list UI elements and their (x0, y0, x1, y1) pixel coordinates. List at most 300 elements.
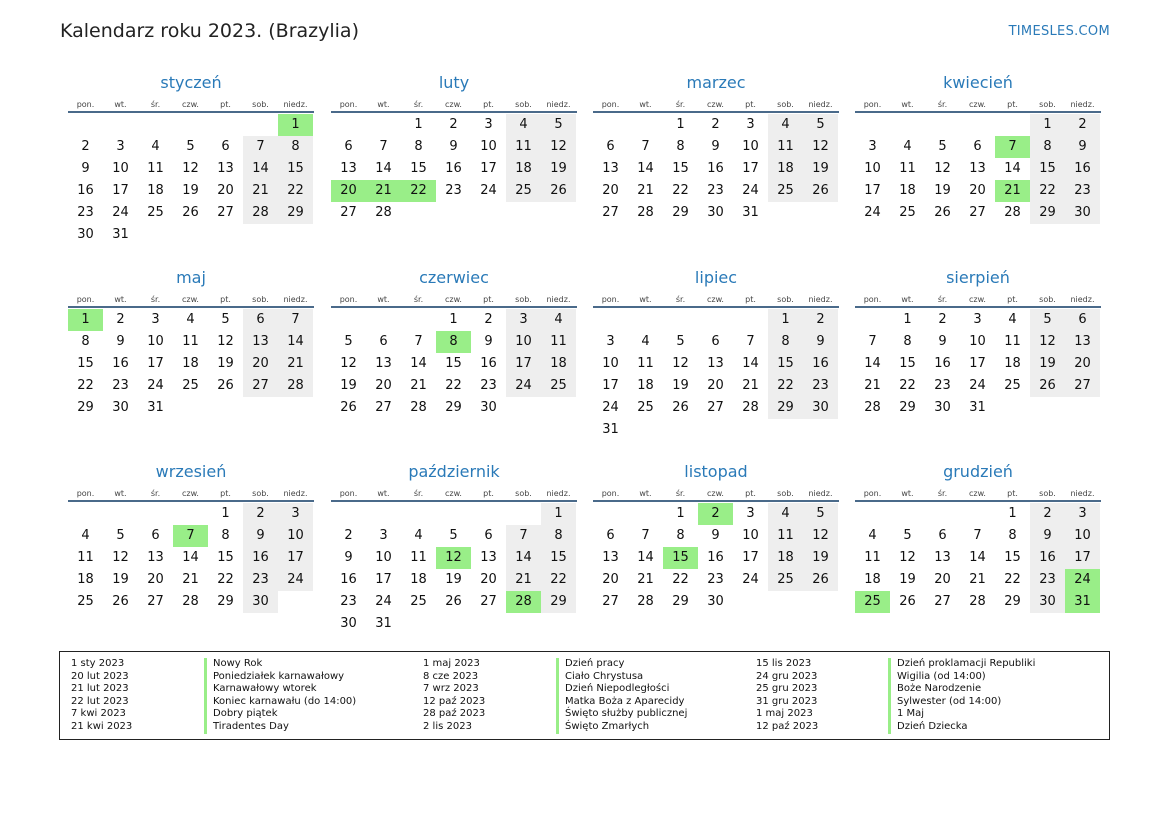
day-cell[interactable]: 23 (112, 378, 129, 393)
day-cell[interactable]: 21 (278, 353, 313, 375)
day-cell[interactable]: 8 (903, 334, 912, 349)
day-cell[interactable]: 9 (81, 161, 90, 176)
day-cell[interactable]: 31 (602, 422, 619, 437)
day-cell[interactable]: 15 (445, 356, 462, 371)
day-cell[interactable]: 16 (77, 183, 94, 198)
day-cell[interactable]: 27 (934, 594, 951, 609)
day-cell[interactable]: 13 (707, 356, 724, 371)
day-cell[interactable]: 4 (186, 312, 195, 327)
day-cell[interactable]: 20 (375, 378, 392, 393)
day-cell[interactable]: 9 (243, 525, 278, 547)
day-cell[interactable]: 14 (637, 550, 654, 565)
day-cell[interactable]: 3 (606, 334, 615, 349)
day-cell[interactable]: 3 (116, 139, 125, 154)
day-cell[interactable]: 12 (672, 356, 689, 371)
day-cell[interactable]: 22 (1030, 180, 1065, 202)
day-cell[interactable]: 21 (410, 378, 427, 393)
day-cell[interactable]: 4 (506, 114, 541, 136)
day-cell[interactable]: 23 (445, 183, 462, 198)
day-cell[interactable]: 12 (899, 550, 916, 565)
day-cell[interactable]: 19 (803, 158, 838, 180)
day-cell[interactable]: 12 (803, 525, 838, 547)
day-cell[interactable]: 27 (602, 594, 619, 609)
day-cell[interactable]: 24 (506, 375, 541, 397)
day-cell[interactable]: 2 (711, 117, 720, 132)
day-cell[interactable]: 26 (803, 569, 838, 591)
day-cell[interactable]: 30 (112, 400, 129, 415)
day-cell[interactable]: 25 (768, 180, 803, 202)
day-cell[interactable]: 30 (480, 400, 497, 415)
day-cell[interactable]: 17 (147, 356, 164, 371)
holiday-day-cell[interactable]: 8 (436, 331, 471, 353)
day-cell[interactable]: 24 (278, 569, 313, 591)
day-cell[interactable]: 29 (1004, 594, 1021, 609)
day-cell[interactable]: 3 (868, 139, 877, 154)
day-cell[interactable]: 19 (672, 378, 689, 393)
day-cell[interactable]: 31 (112, 227, 129, 242)
day-cell[interactable]: 7 (243, 136, 278, 158)
day-cell[interactable]: 18 (768, 158, 803, 180)
day-cell[interactable]: 28 (410, 400, 427, 415)
day-cell[interactable]: 13 (969, 161, 986, 176)
day-cell[interactable]: 1 (221, 506, 230, 521)
day-cell[interactable]: 28 (375, 205, 392, 220)
day-cell[interactable]: 2 (81, 139, 90, 154)
day-cell[interactable]: 16 (707, 550, 724, 565)
day-cell[interactable]: 16 (445, 161, 462, 176)
day-cell[interactable]: 23 (77, 205, 94, 220)
day-cell[interactable]: 16 (1030, 547, 1065, 569)
day-cell[interactable]: 10 (506, 331, 541, 353)
day-cell[interactable]: 15 (217, 550, 234, 565)
day-cell[interactable]: 3 (973, 312, 982, 327)
day-cell[interactable]: 10 (742, 528, 759, 543)
day-cell[interactable]: 23 (707, 572, 724, 587)
day-cell[interactable]: 9 (449, 139, 458, 154)
day-cell[interactable]: 22 (541, 569, 576, 591)
day-cell[interactable]: 3 (484, 117, 493, 132)
day-cell[interactable]: 20 (602, 572, 619, 587)
day-cell[interactable]: 20 (602, 183, 619, 198)
day-cell[interactable]: 25 (541, 375, 576, 397)
day-cell[interactable]: 1 (768, 309, 803, 331)
day-cell[interactable]: 10 (147, 334, 164, 349)
day-cell[interactable]: 7 (746, 334, 755, 349)
day-cell[interactable]: 22 (278, 180, 313, 202)
holiday-day-cell[interactable]: 2 (698, 503, 733, 525)
day-cell[interactable]: 6 (344, 139, 353, 154)
day-cell[interactable]: 3 (278, 503, 313, 525)
day-cell[interactable]: 25 (1004, 378, 1021, 393)
day-cell[interactable]: 11 (147, 161, 164, 176)
day-cell[interactable]: 5 (221, 312, 230, 327)
day-cell[interactable]: 25 (147, 205, 164, 220)
day-cell[interactable]: 5 (803, 503, 838, 525)
day-cell[interactable]: 26 (182, 205, 199, 220)
day-cell[interactable]: 30 (1030, 591, 1065, 613)
day-cell[interactable]: 26 (1030, 375, 1065, 397)
day-cell[interactable]: 15 (1004, 550, 1021, 565)
day-cell[interactable]: 6 (711, 334, 720, 349)
day-cell[interactable]: 8 (1030, 136, 1065, 158)
day-cell[interactable]: 28 (1004, 205, 1021, 220)
day-cell[interactable]: 22 (899, 378, 916, 393)
day-cell[interactable]: 20 (480, 572, 497, 587)
day-cell[interactable]: 24 (864, 205, 881, 220)
day-cell[interactable]: 4 (414, 528, 423, 543)
day-cell[interactable]: 3 (379, 528, 388, 543)
day-cell[interactable]: 3 (746, 506, 755, 521)
day-cell[interactable]: 30 (803, 397, 838, 419)
day-cell[interactable]: 10 (602, 356, 619, 371)
day-cell[interactable]: 8 (541, 525, 576, 547)
holiday-day-cell[interactable]: 20 (331, 180, 366, 202)
day-cell[interactable]: 12 (340, 356, 357, 371)
day-cell[interactable]: 24 (602, 400, 619, 415)
day-cell[interactable]: 5 (344, 334, 353, 349)
day-cell[interactable]: 17 (742, 161, 759, 176)
day-cell[interactable]: 23 (1065, 180, 1100, 202)
day-cell[interactable]: 11 (864, 550, 881, 565)
day-cell[interactable]: 11 (182, 334, 199, 349)
day-cell[interactable]: 7 (973, 528, 982, 543)
day-cell[interactable]: 8 (676, 139, 685, 154)
day-cell[interactable]: 21 (637, 183, 654, 198)
day-cell[interactable]: 7 (379, 139, 388, 154)
holiday-day-cell[interactable]: 12 (436, 547, 471, 569)
holiday-day-cell[interactable]: 25 (855, 591, 890, 613)
day-cell[interactable]: 1 (1030, 114, 1065, 136)
day-cell[interactable]: 17 (969, 356, 986, 371)
day-cell[interactable]: 2 (1030, 503, 1065, 525)
day-cell[interactable]: 18 (410, 572, 427, 587)
day-cell[interactable]: 15 (410, 161, 427, 176)
day-cell[interactable]: 18 (541, 353, 576, 375)
day-cell[interactable]: 28 (637, 205, 654, 220)
day-cell[interactable]: 14 (637, 161, 654, 176)
day-cell[interactable]: 9 (484, 334, 493, 349)
day-cell[interactable]: 25 (506, 180, 541, 202)
day-cell[interactable]: 14 (1004, 161, 1021, 176)
day-cell[interactable]: 18 (864, 572, 881, 587)
day-cell[interactable]: 25 (899, 205, 916, 220)
day-cell[interactable]: 27 (602, 205, 619, 220)
day-cell[interactable]: 8 (1008, 528, 1017, 543)
day-cell[interactable]: 11 (768, 136, 803, 158)
day-cell[interactable]: 21 (864, 378, 881, 393)
day-cell[interactable]: 26 (217, 378, 234, 393)
day-cell[interactable]: 20 (243, 353, 278, 375)
day-cell[interactable]: 6 (938, 528, 947, 543)
day-cell[interactable]: 10 (969, 334, 986, 349)
day-cell[interactable]: 11 (1004, 334, 1021, 349)
day-cell[interactable]: 1 (414, 117, 423, 132)
day-cell[interactable]: 12 (217, 334, 234, 349)
day-cell[interactable]: 10 (742, 139, 759, 154)
day-cell[interactable]: 28 (243, 202, 278, 224)
day-cell[interactable]: 13 (375, 356, 392, 371)
day-cell[interactable]: 29 (278, 202, 313, 224)
day-cell[interactable]: 21 (742, 378, 759, 393)
day-cell[interactable]: 30 (243, 591, 278, 613)
day-cell[interactable]: 16 (707, 161, 724, 176)
day-cell[interactable]: 26 (112, 594, 129, 609)
day-cell[interactable]: 9 (1030, 525, 1065, 547)
day-cell[interactable]: 26 (934, 205, 951, 220)
day-cell[interactable]: 19 (541, 158, 576, 180)
day-cell[interactable]: 5 (676, 334, 685, 349)
day-cell[interactable]: 28 (637, 594, 654, 609)
holiday-day-cell[interactable]: 15 (663, 547, 698, 569)
day-cell[interactable]: 4 (641, 334, 650, 349)
day-cell[interactable]: 8 (676, 528, 685, 543)
day-cell[interactable]: 4 (151, 139, 160, 154)
day-cell[interactable]: 21 (969, 572, 986, 587)
day-cell[interactable]: 5 (186, 139, 195, 154)
day-cell[interactable]: 17 (742, 550, 759, 565)
day-cell[interactable]: 10 (375, 550, 392, 565)
day-cell[interactable]: 13 (934, 550, 951, 565)
day-cell[interactable]: 18 (768, 547, 803, 569)
day-cell[interactable]: 26 (340, 400, 357, 415)
day-cell[interactable]: 5 (1030, 309, 1065, 331)
day-cell[interactable]: 25 (410, 594, 427, 609)
day-cell[interactable]: 14 (243, 158, 278, 180)
day-cell[interactable]: 17 (480, 161, 497, 176)
day-cell[interactable]: 4 (81, 528, 90, 543)
brand-logo[interactable]: TIMESLES.COM (1008, 24, 1110, 39)
day-cell[interactable]: 30 (1065, 202, 1100, 224)
day-cell[interactable]: 21 (506, 569, 541, 591)
day-cell[interactable]: 29 (672, 205, 689, 220)
day-cell[interactable]: 28 (278, 375, 313, 397)
holiday-day-cell[interactable]: 24 (1065, 569, 1100, 591)
day-cell[interactable]: 11 (541, 331, 576, 353)
day-cell[interactable]: 17 (506, 353, 541, 375)
day-cell[interactable]: 9 (938, 334, 947, 349)
day-cell[interactable]: 6 (606, 139, 615, 154)
day-cell[interactable]: 10 (278, 525, 313, 547)
day-cell[interactable]: 23 (1030, 569, 1065, 591)
day-cell[interactable]: 7 (506, 525, 541, 547)
day-cell[interactable]: 29 (445, 400, 462, 415)
day-cell[interactable]: 12 (541, 136, 576, 158)
day-cell[interactable]: 14 (410, 356, 427, 371)
day-cell[interactable]: 9 (116, 334, 125, 349)
day-cell[interactable]: 6 (151, 528, 160, 543)
day-cell[interactable]: 28 (182, 594, 199, 609)
day-cell[interactable]: 1 (449, 312, 458, 327)
day-cell[interactable]: 24 (742, 572, 759, 587)
day-cell[interactable]: 2 (449, 117, 458, 132)
day-cell[interactable]: 28 (969, 594, 986, 609)
day-cell[interactable]: 20 (707, 378, 724, 393)
day-cell[interactable]: 2 (484, 312, 493, 327)
day-cell[interactable]: 27 (707, 400, 724, 415)
day-cell[interactable]: 19 (899, 572, 916, 587)
day-cell[interactable]: 2 (344, 528, 353, 543)
day-cell[interactable]: 27 (217, 205, 234, 220)
day-cell[interactable]: 25 (182, 378, 199, 393)
day-cell[interactable]: 24 (375, 594, 392, 609)
day-cell[interactable]: 2 (1065, 114, 1100, 136)
day-cell[interactable]: 15 (672, 161, 689, 176)
day-cell[interactable]: 23 (243, 569, 278, 591)
day-cell[interactable]: 11 (637, 356, 654, 371)
day-cell[interactable]: 27 (340, 205, 357, 220)
day-cell[interactable]: 25 (637, 400, 654, 415)
day-cell[interactable]: 27 (1065, 375, 1100, 397)
day-cell[interactable]: 26 (899, 594, 916, 609)
day-cell[interactable]: 30 (77, 227, 94, 242)
day-cell[interactable]: 25 (768, 569, 803, 591)
day-cell[interactable]: 10 (480, 139, 497, 154)
day-cell[interactable]: 14 (506, 547, 541, 569)
day-cell[interactable]: 2 (938, 312, 947, 327)
day-cell[interactable]: 12 (934, 161, 951, 176)
day-cell[interactable]: 15 (768, 353, 803, 375)
day-cell[interactable]: 22 (77, 378, 94, 393)
day-cell[interactable]: 21 (182, 572, 199, 587)
day-cell[interactable]: 1 (676, 117, 685, 132)
day-cell[interactable]: 2 (803, 309, 838, 331)
day-cell[interactable]: 15 (1030, 158, 1065, 180)
day-cell[interactable]: 18 (182, 356, 199, 371)
day-cell[interactable]: 22 (445, 378, 462, 393)
day-cell[interactable]: 24 (147, 378, 164, 393)
day-cell[interactable]: 13 (147, 550, 164, 565)
day-cell[interactable]: 9 (344, 550, 353, 565)
day-cell[interactable]: 11 (899, 161, 916, 176)
day-cell[interactable]: 22 (768, 375, 803, 397)
day-cell[interactable]: 19 (934, 183, 951, 198)
day-cell[interactable]: 8 (768, 331, 803, 353)
day-cell[interactable]: 17 (602, 378, 619, 393)
day-cell[interactable]: 18 (637, 378, 654, 393)
holiday-day-cell[interactable]: 7 (995, 136, 1030, 158)
day-cell[interactable]: 4 (768, 114, 803, 136)
day-cell[interactable]: 27 (969, 205, 986, 220)
day-cell[interactable]: 23 (340, 594, 357, 609)
day-cell[interactable]: 2 (243, 503, 278, 525)
day-cell[interactable]: 24 (969, 378, 986, 393)
day-cell[interactable]: 15 (899, 356, 916, 371)
day-cell[interactable]: 31 (375, 616, 392, 631)
day-cell[interactable]: 27 (243, 375, 278, 397)
day-cell[interactable]: 26 (803, 180, 838, 202)
day-cell[interactable]: 6 (243, 309, 278, 331)
day-cell[interactable]: 29 (768, 397, 803, 419)
day-cell[interactable]: 13 (243, 331, 278, 353)
day-cell[interactable]: 17 (864, 183, 881, 198)
day-cell[interactable]: 4 (768, 503, 803, 525)
day-cell[interactable]: 1 (541, 503, 576, 525)
day-cell[interactable]: 23 (707, 183, 724, 198)
day-cell[interactable]: 26 (445, 594, 462, 609)
day-cell[interactable]: 30 (340, 616, 357, 631)
day-cell[interactable]: 18 (1004, 356, 1021, 371)
day-cell[interactable]: 18 (899, 183, 916, 198)
day-cell[interactable]: 20 (147, 572, 164, 587)
day-cell[interactable]: 18 (147, 183, 164, 198)
day-cell[interactable]: 13 (217, 161, 234, 176)
day-cell[interactable]: 7 (868, 334, 877, 349)
day-cell[interactable]: 22 (672, 183, 689, 198)
holiday-day-cell[interactable]: 1 (278, 114, 313, 136)
day-cell[interactable]: 12 (803, 136, 838, 158)
day-cell[interactable]: 1 (1008, 506, 1017, 521)
day-cell[interactable]: 4 (1008, 312, 1017, 327)
day-cell[interactable]: 17 (375, 572, 392, 587)
day-cell[interactable]: 19 (182, 183, 199, 198)
day-cell[interactable]: 3 (1065, 503, 1100, 525)
day-cell[interactable]: 12 (182, 161, 199, 176)
day-cell[interactable]: 16 (934, 356, 951, 371)
day-cell[interactable]: 13 (480, 550, 497, 565)
day-cell[interactable]: 19 (1030, 353, 1065, 375)
day-cell[interactable]: 16 (803, 353, 838, 375)
day-cell[interactable]: 11 (768, 525, 803, 547)
day-cell[interactable]: 13 (340, 161, 357, 176)
day-cell[interactable]: 26 (672, 400, 689, 415)
day-cell[interactable]: 20 (217, 183, 234, 198)
day-cell[interactable]: 18 (77, 572, 94, 587)
day-cell[interactable]: 1 (903, 312, 912, 327)
day-cell[interactable]: 30 (707, 594, 724, 609)
day-cell[interactable]: 29 (899, 400, 916, 415)
day-cell[interactable]: 27 (375, 400, 392, 415)
day-cell[interactable]: 9 (1065, 136, 1100, 158)
day-cell[interactable]: 18 (506, 158, 541, 180)
day-cell[interactable]: 14 (278, 331, 313, 353)
day-cell[interactable]: 14 (864, 356, 881, 371)
day-cell[interactable]: 16 (340, 572, 357, 587)
day-cell[interactable]: 14 (742, 356, 759, 371)
day-cell[interactable]: 26 (541, 180, 576, 202)
day-cell[interactable]: 16 (1065, 158, 1100, 180)
day-cell[interactable]: 7 (641, 528, 650, 543)
day-cell[interactable]: 15 (278, 158, 313, 180)
day-cell[interactable]: 16 (480, 356, 497, 371)
day-cell[interactable]: 3 (506, 309, 541, 331)
day-cell[interactable]: 5 (938, 139, 947, 154)
holiday-day-cell[interactable]: 1 (68, 309, 103, 331)
day-cell[interactable]: 17 (112, 183, 129, 198)
day-cell[interactable]: 21 (637, 572, 654, 587)
day-cell[interactable]: 15 (541, 547, 576, 569)
day-cell[interactable]: 24 (112, 205, 129, 220)
day-cell[interactable]: 10 (864, 161, 881, 176)
day-cell[interactable]: 13 (602, 550, 619, 565)
day-cell[interactable]: 7 (278, 309, 313, 331)
day-cell[interactable]: 24 (480, 183, 497, 198)
day-cell[interactable]: 30 (707, 205, 724, 220)
day-cell[interactable]: 25 (77, 594, 94, 609)
day-cell[interactable]: 29 (217, 594, 234, 609)
day-cell[interactable]: 31 (147, 400, 164, 415)
day-cell[interactable]: 23 (803, 375, 838, 397)
day-cell[interactable]: 30 (934, 400, 951, 415)
day-cell[interactable]: 27 (147, 594, 164, 609)
day-cell[interactable]: 19 (217, 356, 234, 371)
day-cell[interactable]: 7 (641, 139, 650, 154)
holiday-day-cell[interactable]: 22 (401, 180, 436, 202)
holiday-day-cell[interactable]: 7 (173, 525, 208, 547)
day-cell[interactable]: 20 (1065, 353, 1100, 375)
day-cell[interactable]: 4 (868, 528, 877, 543)
day-cell[interactable]: 14 (969, 550, 986, 565)
day-cell[interactable]: 6 (484, 528, 493, 543)
